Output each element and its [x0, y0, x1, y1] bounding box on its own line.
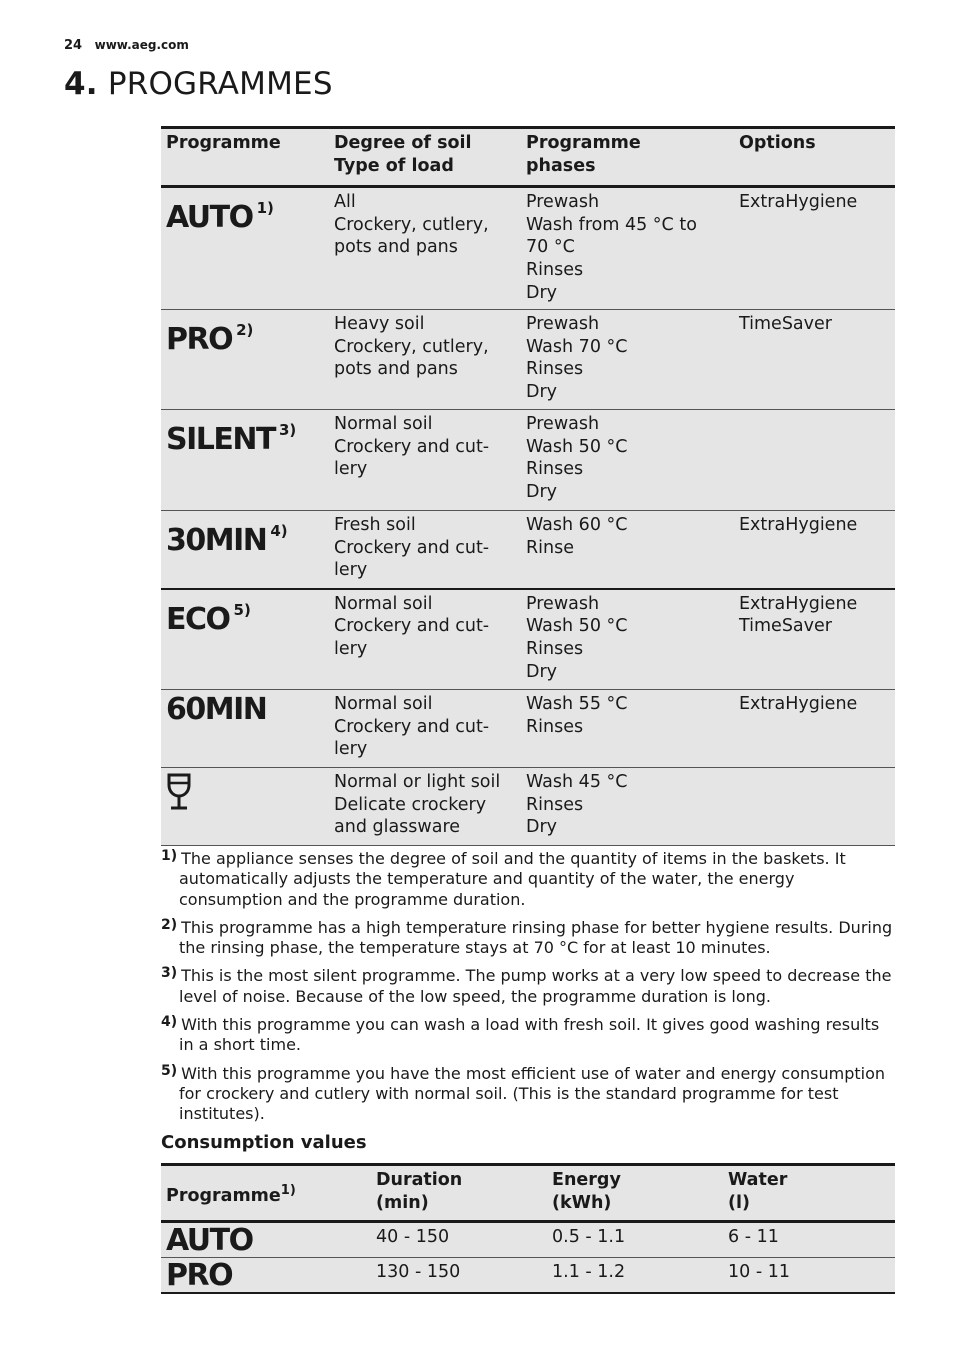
footnote-text: This programme has a high temperature rinsing phase for better hygiene results. During the rinsing phase, the temperature stays at 70 °C for at least 10 minutes. [179, 917, 893, 958]
programmes-table-header [161, 128, 895, 187]
wine-glass-icon [166, 773, 192, 818]
soil-line: All [334, 192, 356, 212]
page-number: 24 [64, 38, 83, 53]
programme-cell [161, 768, 329, 846]
soil-line: Normal soil [334, 414, 433, 434]
column-header-line: Degree of soil [334, 133, 472, 153]
section-number: 4. [64, 66, 98, 102]
programme-row [161, 410, 895, 511]
options-cell [734, 187, 895, 310]
phase-line: Rinses [526, 794, 584, 815]
consumption-row [161, 1258, 895, 1294]
duration-cell: 40 - 150 [371, 1222, 547, 1258]
options-cell [734, 690, 895, 768]
footnote-ref: 5) [233, 600, 251, 619]
phase-line: Rinse [526, 537, 574, 558]
phase-line: Wash 50 °C [526, 616, 628, 637]
soil-cell [329, 690, 521, 768]
soil-line: Normal soil [334, 694, 433, 714]
duration-cell: 130 - 150 [371, 1258, 547, 1294]
energy-cell: 0.5 - 1.1 [547, 1222, 723, 1258]
programme-name [166, 322, 253, 357]
programme-name-text: SILENT [166, 422, 275, 457]
option-line: TimeSaver [739, 616, 832, 637]
phase-line: Wash 45 °C [526, 772, 628, 792]
programme-cell [161, 1258, 371, 1294]
footnote-mark: 1) [161, 848, 178, 864]
programme-name: AUTO [166, 1223, 253, 1258]
footnote-ref: 1) [280, 1183, 296, 1198]
phase-line: Prewash [526, 192, 600, 212]
programme-cell [161, 410, 329, 511]
consumption-table [161, 1163, 895, 1294]
soil-line: Crockery and cut- [334, 537, 490, 558]
programme-cell [161, 187, 329, 310]
soil-line: Normal soil [334, 593, 433, 614]
options-cell [734, 310, 895, 410]
water-cell: 6 - 11 [723, 1222, 895, 1258]
phase-line: Wash from 45 °C to [526, 214, 697, 235]
phase-line: Prewash [526, 314, 600, 334]
column-header [547, 1165, 723, 1222]
consumption-heading: Consumption values [161, 1132, 367, 1153]
programme-row [161, 589, 895, 690]
column-header-line: Programme [526, 133, 641, 153]
soil-line: Crockery, cutlery, [334, 336, 489, 357]
footnote-mark: 2) [161, 916, 178, 933]
footnote-ref: 1) [256, 199, 274, 217]
soil-cell [329, 187, 521, 310]
soil-cell [329, 511, 521, 589]
programme-row [161, 511, 895, 589]
phases-cell [521, 589, 734, 690]
programme-row [161, 768, 895, 846]
phases-cell [521, 690, 734, 768]
column-header [161, 128, 329, 187]
soil-line: Delicate crockery [334, 794, 487, 815]
phase-line: Dry [526, 482, 558, 503]
programme-name-text: ECO [166, 601, 230, 637]
option-line: ExtraHygiene [739, 515, 858, 535]
footnote [161, 915, 895, 959]
phases-cell [521, 511, 734, 589]
footnote [161, 1012, 895, 1056]
footnotes [161, 846, 895, 1130]
programme-name-text: 30MIN [166, 523, 267, 558]
phase-line: Rinses [526, 459, 584, 480]
column-header-line: Duration [376, 1170, 463, 1190]
column-header [329, 128, 521, 187]
column-header-line: (kWh) [552, 1192, 612, 1213]
phases-cell [521, 410, 734, 511]
phase-line: Rinses [526, 638, 584, 659]
column-header-line: (min) [376, 1192, 429, 1213]
phase-line: Dry [526, 661, 558, 682]
phases-cell [521, 187, 734, 310]
footnote-text: This is the most silent programme. The pump works at a very low speed to decrease the level of noise. Because of the low speed, the programme duration is long. [179, 966, 892, 1006]
programme-name [166, 523, 288, 558]
footnote [161, 963, 895, 1007]
programme-cell [161, 690, 329, 768]
footnote [161, 846, 895, 910]
footnote-ref: 4) [270, 522, 288, 540]
column-header [161, 1165, 371, 1222]
programme-name-text: 60MIN [166, 692, 267, 727]
soil-line: lery [334, 739, 368, 760]
footnote-mark: 5) [161, 1062, 178, 1079]
programme-row [161, 187, 895, 310]
soil-line: Heavy soil [334, 314, 425, 334]
column-header-line: Programme$^{1)}$ [166, 1183, 296, 1206]
option-line: ExtraHygiene [739, 593, 858, 614]
soil-line: pots and pans [334, 359, 458, 380]
soil-line: lery [334, 638, 368, 659]
option-line: TimeSaver [739, 314, 832, 334]
phase-line: Wash 60 °C [526, 515, 628, 535]
footnote-text: The appliance senses the degree of soil and the quantity of items in the baskets. It automatically adjusts the temperature and quantity of the water, the energy consumption and the programme duration. [179, 849, 846, 909]
footnote-text: With this programme you have the most efficient use of water and energy consumption for crockery and cutlery with normal soil. (This is the standard programme for test institutes). [179, 1063, 885, 1124]
phase-line: Rinses [526, 260, 584, 281]
phase-line: Wash 70 °C [526, 336, 628, 357]
programme-name-text: PRO [166, 322, 233, 357]
programme-cell [161, 310, 329, 410]
programme-name [166, 200, 274, 235]
programme-name: PRO [166, 1258, 233, 1293]
footnote-mark: 4) [161, 1014, 178, 1031]
consumption-table-header [161, 1165, 895, 1222]
footnote-mark: 3) [161, 965, 178, 982]
programme-cell [161, 511, 329, 589]
soil-line: Crockery, cutlery, [334, 214, 489, 235]
column-header-line: phases [526, 155, 596, 176]
section-title-text: PROGRAMMES [107, 66, 333, 102]
programmes-table [161, 126, 895, 846]
options-cell [734, 511, 895, 589]
soil-line: Crockery and cut- [334, 616, 490, 637]
options-cell [734, 768, 895, 846]
phase-line: 70 °C [526, 237, 575, 258]
footnote [161, 1061, 895, 1125]
phases-cell [521, 768, 734, 846]
column-header-line: Type of load [334, 155, 454, 176]
programme-name [166, 602, 251, 637]
phase-line: Prewash [526, 414, 600, 434]
phases-cell [521, 310, 734, 410]
column-header-line: (l) [728, 1192, 750, 1213]
soil-line: lery [334, 560, 368, 581]
soil-cell [329, 410, 521, 511]
phase-line: Prewash [526, 593, 600, 614]
phase-line: Wash 55 °C [526, 694, 628, 714]
column-header-line: Options [739, 133, 816, 153]
section-title [64, 66, 333, 102]
soil-cell [329, 589, 521, 690]
page-header [64, 38, 189, 53]
column-header-line: Programme [166, 133, 281, 153]
column-header [723, 1165, 895, 1222]
soil-line: Crockery and cut- [334, 716, 490, 737]
programme-name [166, 692, 266, 727]
option-line: ExtraHygiene [739, 694, 858, 714]
options-cell [734, 410, 895, 511]
options-cell [734, 589, 895, 690]
phase-line: Rinses [526, 359, 584, 380]
programme-cell [161, 589, 329, 690]
phase-line: Dry [526, 282, 558, 303]
soil-cell [329, 310, 521, 410]
consumption-row [161, 1222, 895, 1258]
phase-line: Dry [526, 817, 558, 838]
programme-name [166, 422, 296, 457]
soil-line: and glassware [334, 817, 461, 838]
phase-line: Dry [526, 382, 558, 403]
footnote-text: With this programme you can wash a load with fresh soil. It gives good washing results in a short time. [179, 1015, 880, 1055]
soil-line: Fresh soil [334, 515, 416, 535]
programme-row [161, 690, 895, 768]
soil-line: pots and pans [334, 237, 458, 258]
footnote-ref: 3) [278, 421, 297, 439]
soil-line: Crockery and cut- [334, 436, 490, 457]
soil-line: Normal or light soil [334, 772, 501, 792]
column-header [521, 128, 734, 187]
option-line: ExtraHygiene [739, 192, 858, 212]
soil-line: lery [334, 459, 368, 480]
programme-name-text: AUTO [166, 200, 253, 235]
column-header [734, 128, 895, 187]
soil-cell [329, 768, 521, 846]
footnote-ref: 2) [236, 321, 254, 339]
programme-row [161, 310, 895, 410]
water-cell: 10 - 11 [723, 1258, 895, 1294]
phase-line: Wash 50 °C [526, 436, 628, 457]
programme-cell [161, 1222, 371, 1258]
column-header-line: Energy [552, 1170, 621, 1190]
phase-line: Rinses [526, 716, 584, 737]
column-header-line: Water [728, 1170, 788, 1190]
energy-cell: 1.1 - 1.2 [547, 1258, 723, 1294]
website-link[interactable]: www.aeg.com [94, 38, 189, 52]
column-header [371, 1165, 547, 1222]
